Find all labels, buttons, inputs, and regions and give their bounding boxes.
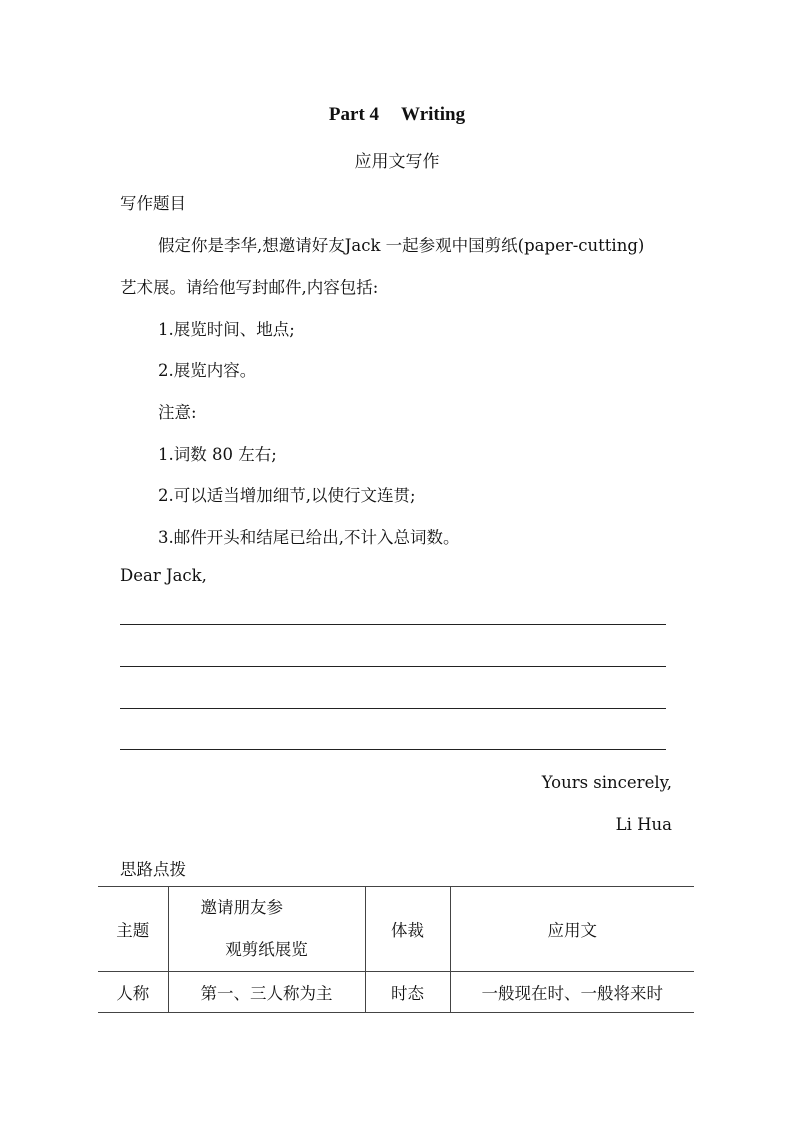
answer-line-4 <box>120 749 666 750</box>
tense-value-cell: 一般现在时、一般将来时 <box>450 972 694 1013</box>
answer-line-1 <box>120 624 666 625</box>
section-name: Writing <box>401 104 466 125</box>
task-prompt-line1: 假定你是李华,想邀请好友Jack 一起参观中国剪纸(paper-cutting) <box>158 236 645 255</box>
part-number: Part 4 <box>328 104 380 125</box>
letter-signature: Li Hua <box>615 815 672 834</box>
genre-label-cell: 体裁 <box>365 887 450 972</box>
theme-value-cell <box>168 887 365 972</box>
theme-value-line1: 邀请朋友参 <box>200 898 283 917</box>
person-value-cell: 第一、三人称为主 <box>168 972 365 1013</box>
page-title <box>0 104 794 126</box>
task-label: 写作题目 <box>120 194 186 213</box>
theme-value-line2: 观剪纸展览 <box>225 940 308 959</box>
guide-table <box>98 886 694 1013</box>
answer-line-3 <box>120 708 666 709</box>
task-point-1: 1.展览时间、地点; <box>158 320 295 339</box>
answer-line-2 <box>120 666 666 667</box>
task-prompt-line2: 艺术展。请给他写封邮件,内容包括: <box>120 278 379 297</box>
letter-closing: Yours sincerely, <box>541 773 672 792</box>
note-2: 2.可以适当增加细节,以使行文连贯; <box>158 486 416 505</box>
theme-label-cell: 主题 <box>98 887 168 972</box>
note-3: 3.邮件开头和结尾已给出,不计入总词数。 <box>158 528 460 547</box>
page-subtitle: 应用文写作 <box>354 152 440 172</box>
table-row <box>98 972 694 1013</box>
task-point-2: 2.展览内容。 <box>158 361 257 380</box>
guide-label: 思路点拨 <box>120 860 186 879</box>
letter-greeting: Dear Jack, <box>120 566 207 585</box>
note-1: 1.词数 80 左右; <box>158 445 277 464</box>
person-label-cell: 人称 <box>98 972 168 1013</box>
table-row <box>98 887 694 972</box>
tense-label-cell: 时态 <box>365 972 450 1013</box>
notes-label: 注意: <box>158 403 197 422</box>
genre-value-cell: 应用文 <box>450 887 694 972</box>
